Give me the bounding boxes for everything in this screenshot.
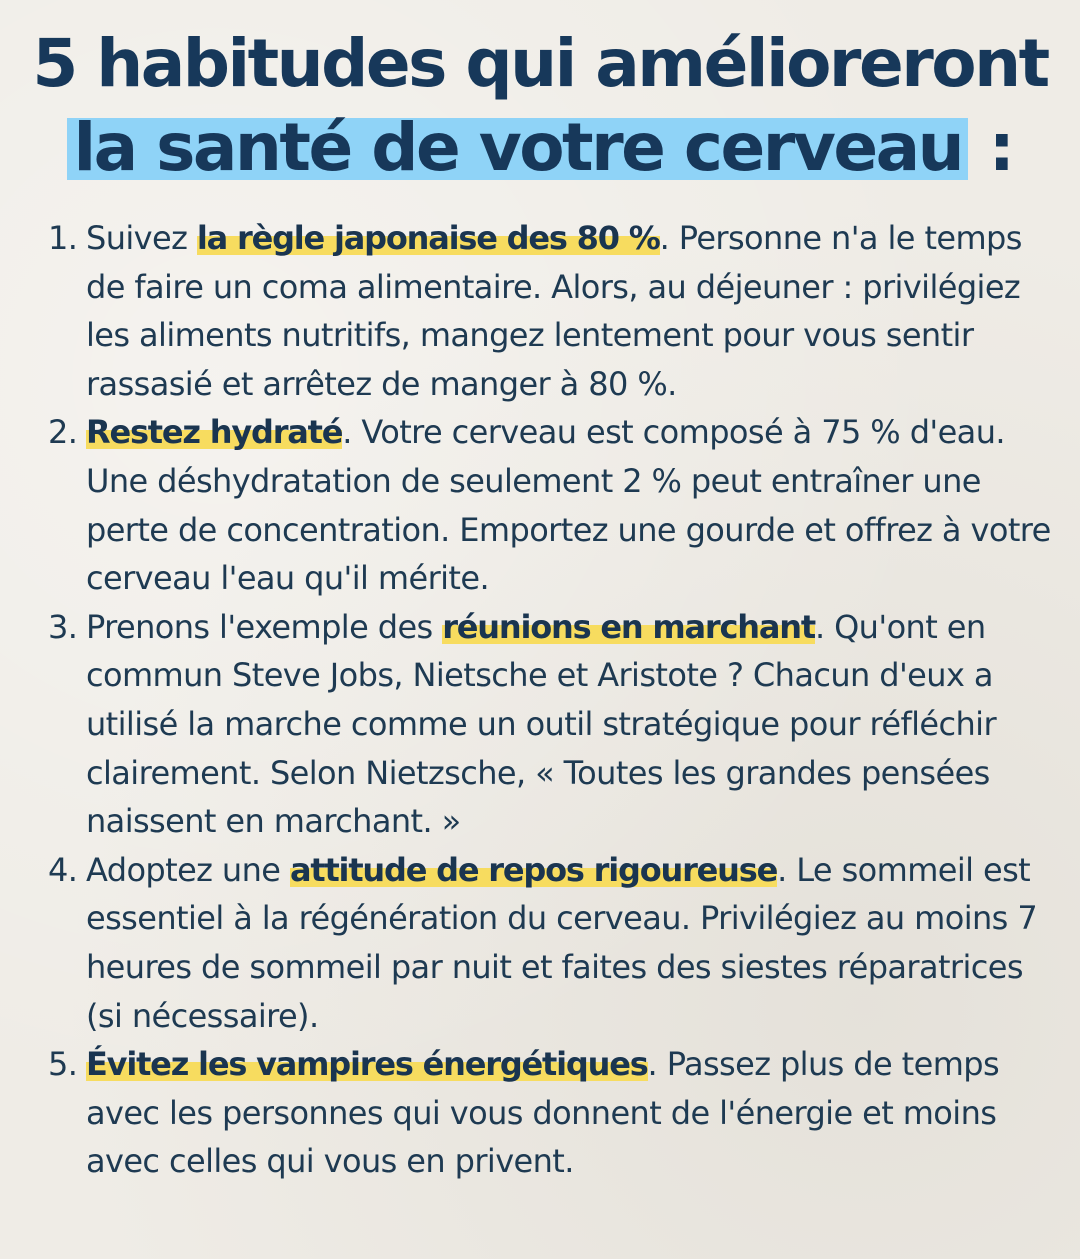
habit-highlight: Restez hydraté bbox=[86, 413, 343, 452]
habit-number: 2. bbox=[48, 413, 78, 452]
habit-item-1 bbox=[48, 214, 1058, 408]
habit-number: 4. bbox=[48, 850, 78, 889]
title-line-2 bbox=[0, 108, 1080, 188]
habit-highlight: Évitez les vampires énergétiques bbox=[86, 1045, 648, 1084]
habit-item-4 bbox=[48, 846, 1058, 1040]
habit-text-after: . Le sommeil est essentiel à la régénération du cerveau. Privilégiez au moins 7 heures de sommeil par nuit et faites des siestes réparatrices (si nécessaire). bbox=[86, 850, 1038, 1035]
habit-highlight: attitude de repos rigoureuse bbox=[289, 850, 778, 889]
habit-item-2 bbox=[48, 408, 1058, 602]
habit-text-before: Suivez bbox=[86, 219, 197, 257]
habit-number: 1. bbox=[48, 219, 78, 257]
habit-text-after: . Qu'ont en commun Steve Jobs, Nietsche et Aristote ? Chacun d'eux a utilisé la marche comme un outil stratégique pour réfléchir clairement. Selon Nietzsche, « Toutes les grandes pensées naissent en marchant. » bbox=[86, 607, 997, 841]
habit-text-after: . Votre cerveau est composé à 75 % d'eau. Une déshydratation de seulement 2 % peut entraîner une perte de concentration. Emportez une gourde et offrez à votre cerveau l'eau qu'il mérite. bbox=[86, 413, 1051, 598]
habit-text-before: Prenons l'exemple des bbox=[86, 607, 443, 646]
habit-number: 3. bbox=[48, 607, 78, 646]
title-suffix: : bbox=[968, 109, 1013, 186]
habit-highlight: réunions en marchant bbox=[442, 607, 815, 646]
title-highlight: la santé de votre cerveau bbox=[67, 109, 968, 186]
habit-text-after: . Passez plus de temps avec les personnes qui vous donnent de l'énergie et moins avec celles qui vous en privent. bbox=[86, 1045, 1000, 1181]
habit-text-after: . Personne n'a le temps de faire un coma alimentaire. Alors, au déjeuner : privilégiez les aliments nutritifs, mangez lentement pour vous sentir rassasié et arrêtez de manger à 80 %. bbox=[86, 219, 1022, 403]
habit-highlight: la règle japonaise des 80 % bbox=[196, 219, 660, 257]
habit-number: 5. bbox=[48, 1045, 78, 1084]
title-line-1: 5 habitudes qui amélioreront bbox=[32, 25, 1048, 102]
habit-text-before: Adoptez une bbox=[86, 850, 290, 889]
habit-item-5 bbox=[48, 1040, 1058, 1186]
habit-item-3 bbox=[48, 603, 1058, 846]
habits-list bbox=[48, 214, 1058, 1186]
